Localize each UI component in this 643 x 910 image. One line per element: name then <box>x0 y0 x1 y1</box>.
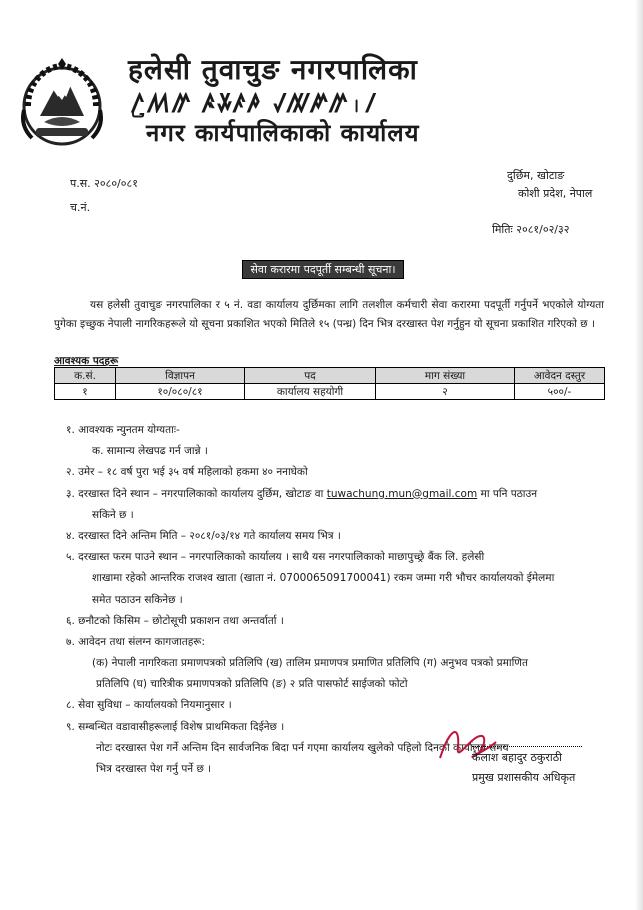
cell-sn: १ <box>55 384 116 400</box>
col-header-sn: क.सं. <box>55 368 116 384</box>
intro-paragraph: यस हलेसी तुवाचुङ नगरपालिका र ५ नं. वडा कार्यालय दुर्छिमका लागि तलशील कर्मचारी सेवा करारमा पदपूर्ती गर्नुपर्ने भएकोले योग्यता पुगेका इच्छुक नेपाली नागरिकहरूले यो सूचना प्रकाशित भएको मितिले १५ (पन्ध्र) दिन भित्र दरखास्त पेश गर्नुहुन यो सूचना प्रकाशित गरिएको छ । <box>54 299 604 330</box>
list-item: सकिने छ । <box>92 508 134 521</box>
cell-fee: ५००/- <box>515 384 605 400</box>
email-link[interactable]: tuwachung.mun@gmail.com <box>326 487 478 500</box>
list-item-text: मा पनि पठाउन <box>480 487 538 500</box>
reference-cn: च.नं. <box>70 201 91 214</box>
col-header-fee: आवेदन दस्तुर <box>515 368 605 384</box>
list-item: ५. दरखास्त फरम पाउने स्थान – नगरपालिकाको कार्यालय । साथै यस नगरपालिकाको माछापुच्छ्रे बैंक लि. हलेसी <box>66 551 485 564</box>
col-header-demand: माग संख्या <box>376 368 515 384</box>
address-line2: कोशी प्रदेश, नेपाल <box>518 187 593 200</box>
list-item <box>66 484 606 505</box>
signature-line <box>472 746 582 747</box>
table-row <box>55 384 605 400</box>
list-item: ९. सम्बन्धित वडावासीहरूलाई विशेष प्राथमिकता दिईनेछ । <box>66 720 285 733</box>
list-item-text: ३. दरखास्त दिने स्थान – नगरपालिकाको कार्यालय दुर्छिम, खोटाङ वा <box>66 487 324 500</box>
cell-advertisement: १०/०८०/८१ <box>116 384 245 400</box>
reference-ps: प.स. २०८०/०८१ <box>70 177 138 190</box>
notice-title: सेवा करारमा पदपूर्ती सम्बन्धी सूचना। <box>242 260 404 279</box>
note: नोटः दरखास्त पेश गर्ने अन्तिम दिन सार्वजनिक बिदा पर्न गएमा कार्यालय खुलेको पहिलो दिनको कार्यालय समय <box>96 741 509 754</box>
list-item: शाखामा रहेको आन्तरिक राजश्व खाता (खाता नं. 0700065091700041) रकम जम्मा गरी भौचर कार्यालयको ईमेलमा <box>92 572 555 585</box>
requirements-table <box>54 367 605 400</box>
requirements-list <box>66 420 606 780</box>
signatory-title: प्रमुख प्रशासकीय अधिकृत <box>472 771 576 784</box>
list-item: १. आवश्यक न्युनतम योग्यताः- <box>66 424 180 436</box>
list-item: प्रतिलिपि (घ) चारित्रीक प्रमाणपत्रको प्रतिलिपि (ङ) २ प्रति पासफोर्ट साईजको फोटो <box>96 678 408 691</box>
office-name: नगर कार्यपालिकाको कार्यालय <box>146 119 420 147</box>
table-header-row <box>55 368 605 384</box>
notice-date: मितिः २०८१/०२/३२ <box>492 223 570 236</box>
list-item: २. उमेर – १८ वर्ष पुरा भई ३५ वर्ष महिलाको हकमा ४० ननाघेको <box>66 466 308 479</box>
nepal-emblem-icon <box>14 56 110 152</box>
col-header-position: पद <box>245 368 376 384</box>
list-item: ६. छनौटको किसिम – छोटोसूची प्रकाशन तथा अन्तर्वार्ता । <box>66 614 284 627</box>
cell-position: कार्यालय सहयोगी <box>245 384 376 400</box>
signatory-name: कैलाश बहादुर ठकुराठी <box>472 751 562 764</box>
requirements-label: आवश्यक पदहरू <box>54 355 119 367</box>
page-edge <box>635 0 643 910</box>
address-line1: दुर्छिम, खोटाङ <box>507 169 565 182</box>
list-item: समेत पठाउन सकिनेछ । <box>92 593 183 606</box>
municipality-name: हलेसी तुवाचुङ नगरपालिका <box>128 53 418 86</box>
col-header-advertisement: विज्ञापन <box>116 368 245 384</box>
list-item: ७. आवेदन तथा संलग्न कागजातहरू: <box>66 635 205 648</box>
list-item: क. सामान्य लेखपढ गर्न जान्ने । <box>92 445 208 458</box>
note-continued: भित्र दरखास्त पेश गर्नु पर्ने छ । <box>96 763 212 775</box>
list-item: ४. दरखास्त दिने अन्तिम मिति – २०८१/०३/१४ गते कार्यालय समय भित्र । <box>66 529 341 542</box>
list-item: ८. सेवा सुविधा – कार्यालयको नियमानुसार । <box>66 699 232 712</box>
municipality-name-limbu: ꤱ꤬ꤵꤼ ꤴꤸꤰꤳ ꤶꤲꤺꤼ꤯ꤷ <box>132 89 377 119</box>
cell-demand: २ <box>376 384 515 400</box>
list-item: (क) नेपाली नागरिकता प्रमाणपत्रको प्रतिलिपि (ख) तालिम प्रमाणपत्र प्रमाणित प्रतिलिपि (ग) अनुभव पत्रको प्रमाणित <box>92 657 528 670</box>
